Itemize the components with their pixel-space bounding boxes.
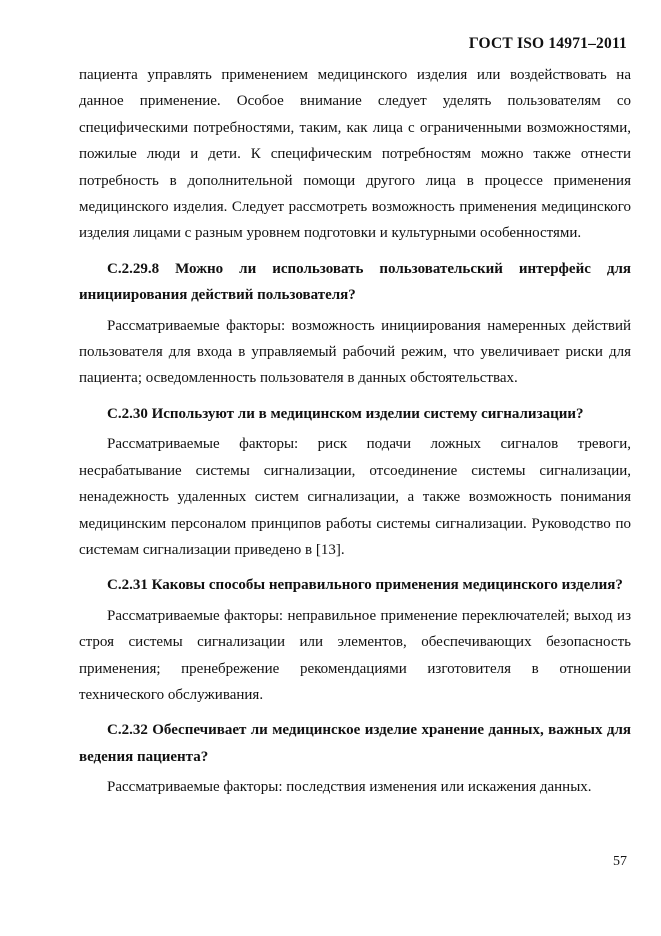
section-heading-c-2-31: С.2.31 Каковы способы неправильного применения медицинского изделия? [107,577,623,594]
section-heading-c-2-29-8: С.2.29.8 Можно ли использовать пользовательский интерфейс для инициирования действий пользователя? [79,260,631,304]
paragraph-factors-c-2-32: Рассматриваемые факторы: последствия изменения или искажения данных. [107,779,592,796]
paragraph-factors-c-2-29-8: Рассматриваемые факторы: возможность инициирования намеренных действий пользователя для входа в управляемый рабочий режим, что увеличивает риски для пациента; осведомленность пользователя в данных обстоятельствах. [79,317,631,387]
document-header: ГОСТ ISO 14971–2011 [468,35,627,52]
paragraph-factors-c-2-31: Рассматриваемые факторы: неправильное применение переключателей; выход из строя системы сигнализации или элементов, обеспечивающих безопасность применения; пренебрежение рекомендациями изготовителя в отношении технического обслуживания. [79,607,631,703]
page-number: 57 [613,854,627,869]
section-heading-c-2-30: С.2.30 Используют ли в медицинском изделии систему сигнализации? [107,405,584,422]
document-body [79,62,631,805]
section-heading-c-2-32: С.2.32 Обеспечивает ли медицинское изделие хранение данных, важных для ведения пациента? [79,722,631,765]
paragraph-continued: пациента управлять применением медицинского изделия или воздействовать на данное применение. Особое внимание следует уделять пользователям со специфическими потребностями, таким, как лица с ограниченными возможностями, пожилые люди и дети. К специфическим потребностям можно также отнести потребность в дополнительной помощи другого лица в процессе применения медицинского изделия. Следует рассмотреть возможность применения медицинского изделия лицами с разным уровнем подготовки и культурными особенностями. [79,67,631,242]
paragraph-factors-c-2-30: Рассматриваемые факторы: риск подачи ложных сигналов тревоги, несрабатывание системы сигнализации, отсоединение системы сигнализации, ненадежность удаленных систем сигнализации, а также возможность понимания медицинским персоналом принципов работы системы сигнализации. Руководство по системам сигнализации приведено в [13]. [79,436,631,558]
